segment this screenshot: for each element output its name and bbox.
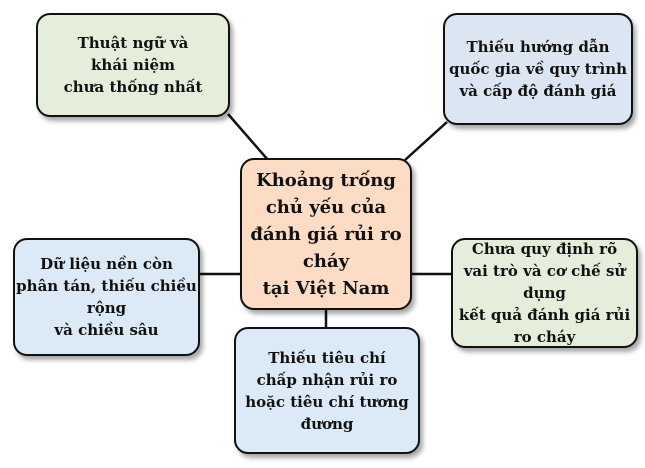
node-middle-right-label: Chưa quy định rõ vai trò và cơ chế sử dụng kết quả đánh giá rủi ro cháy [458,240,631,346]
connector-top-right [405,122,447,160]
node-bottom [234,327,420,454]
node-middle-left-label: Dữ liệu nền còn phân tán, thiếu chiều rộng và chiều sâu [16,255,197,339]
node-middle-left [13,238,200,356]
node-middle-right [451,238,638,348]
node-top-left [36,13,230,117]
node-top-right-label: Thiếu hướng dẫn quốc gia về quy trình và cấp độ đánh giá [448,38,628,100]
node-top-left-label: Thuật ngữ và khái niệm chưa thống nhất [63,34,203,96]
node-top-right [443,13,633,125]
center-node [240,158,412,310]
node-bottom-label: Thiếu tiêu chí chấp nhận rủi ro hoặc tiêu chí tương đương [245,348,409,433]
connector-top-left [228,114,268,160]
center-node-label: Khoảng trống chủ yếu của đánh giá rủi ro cháy tại Việt Nam [250,169,402,299]
